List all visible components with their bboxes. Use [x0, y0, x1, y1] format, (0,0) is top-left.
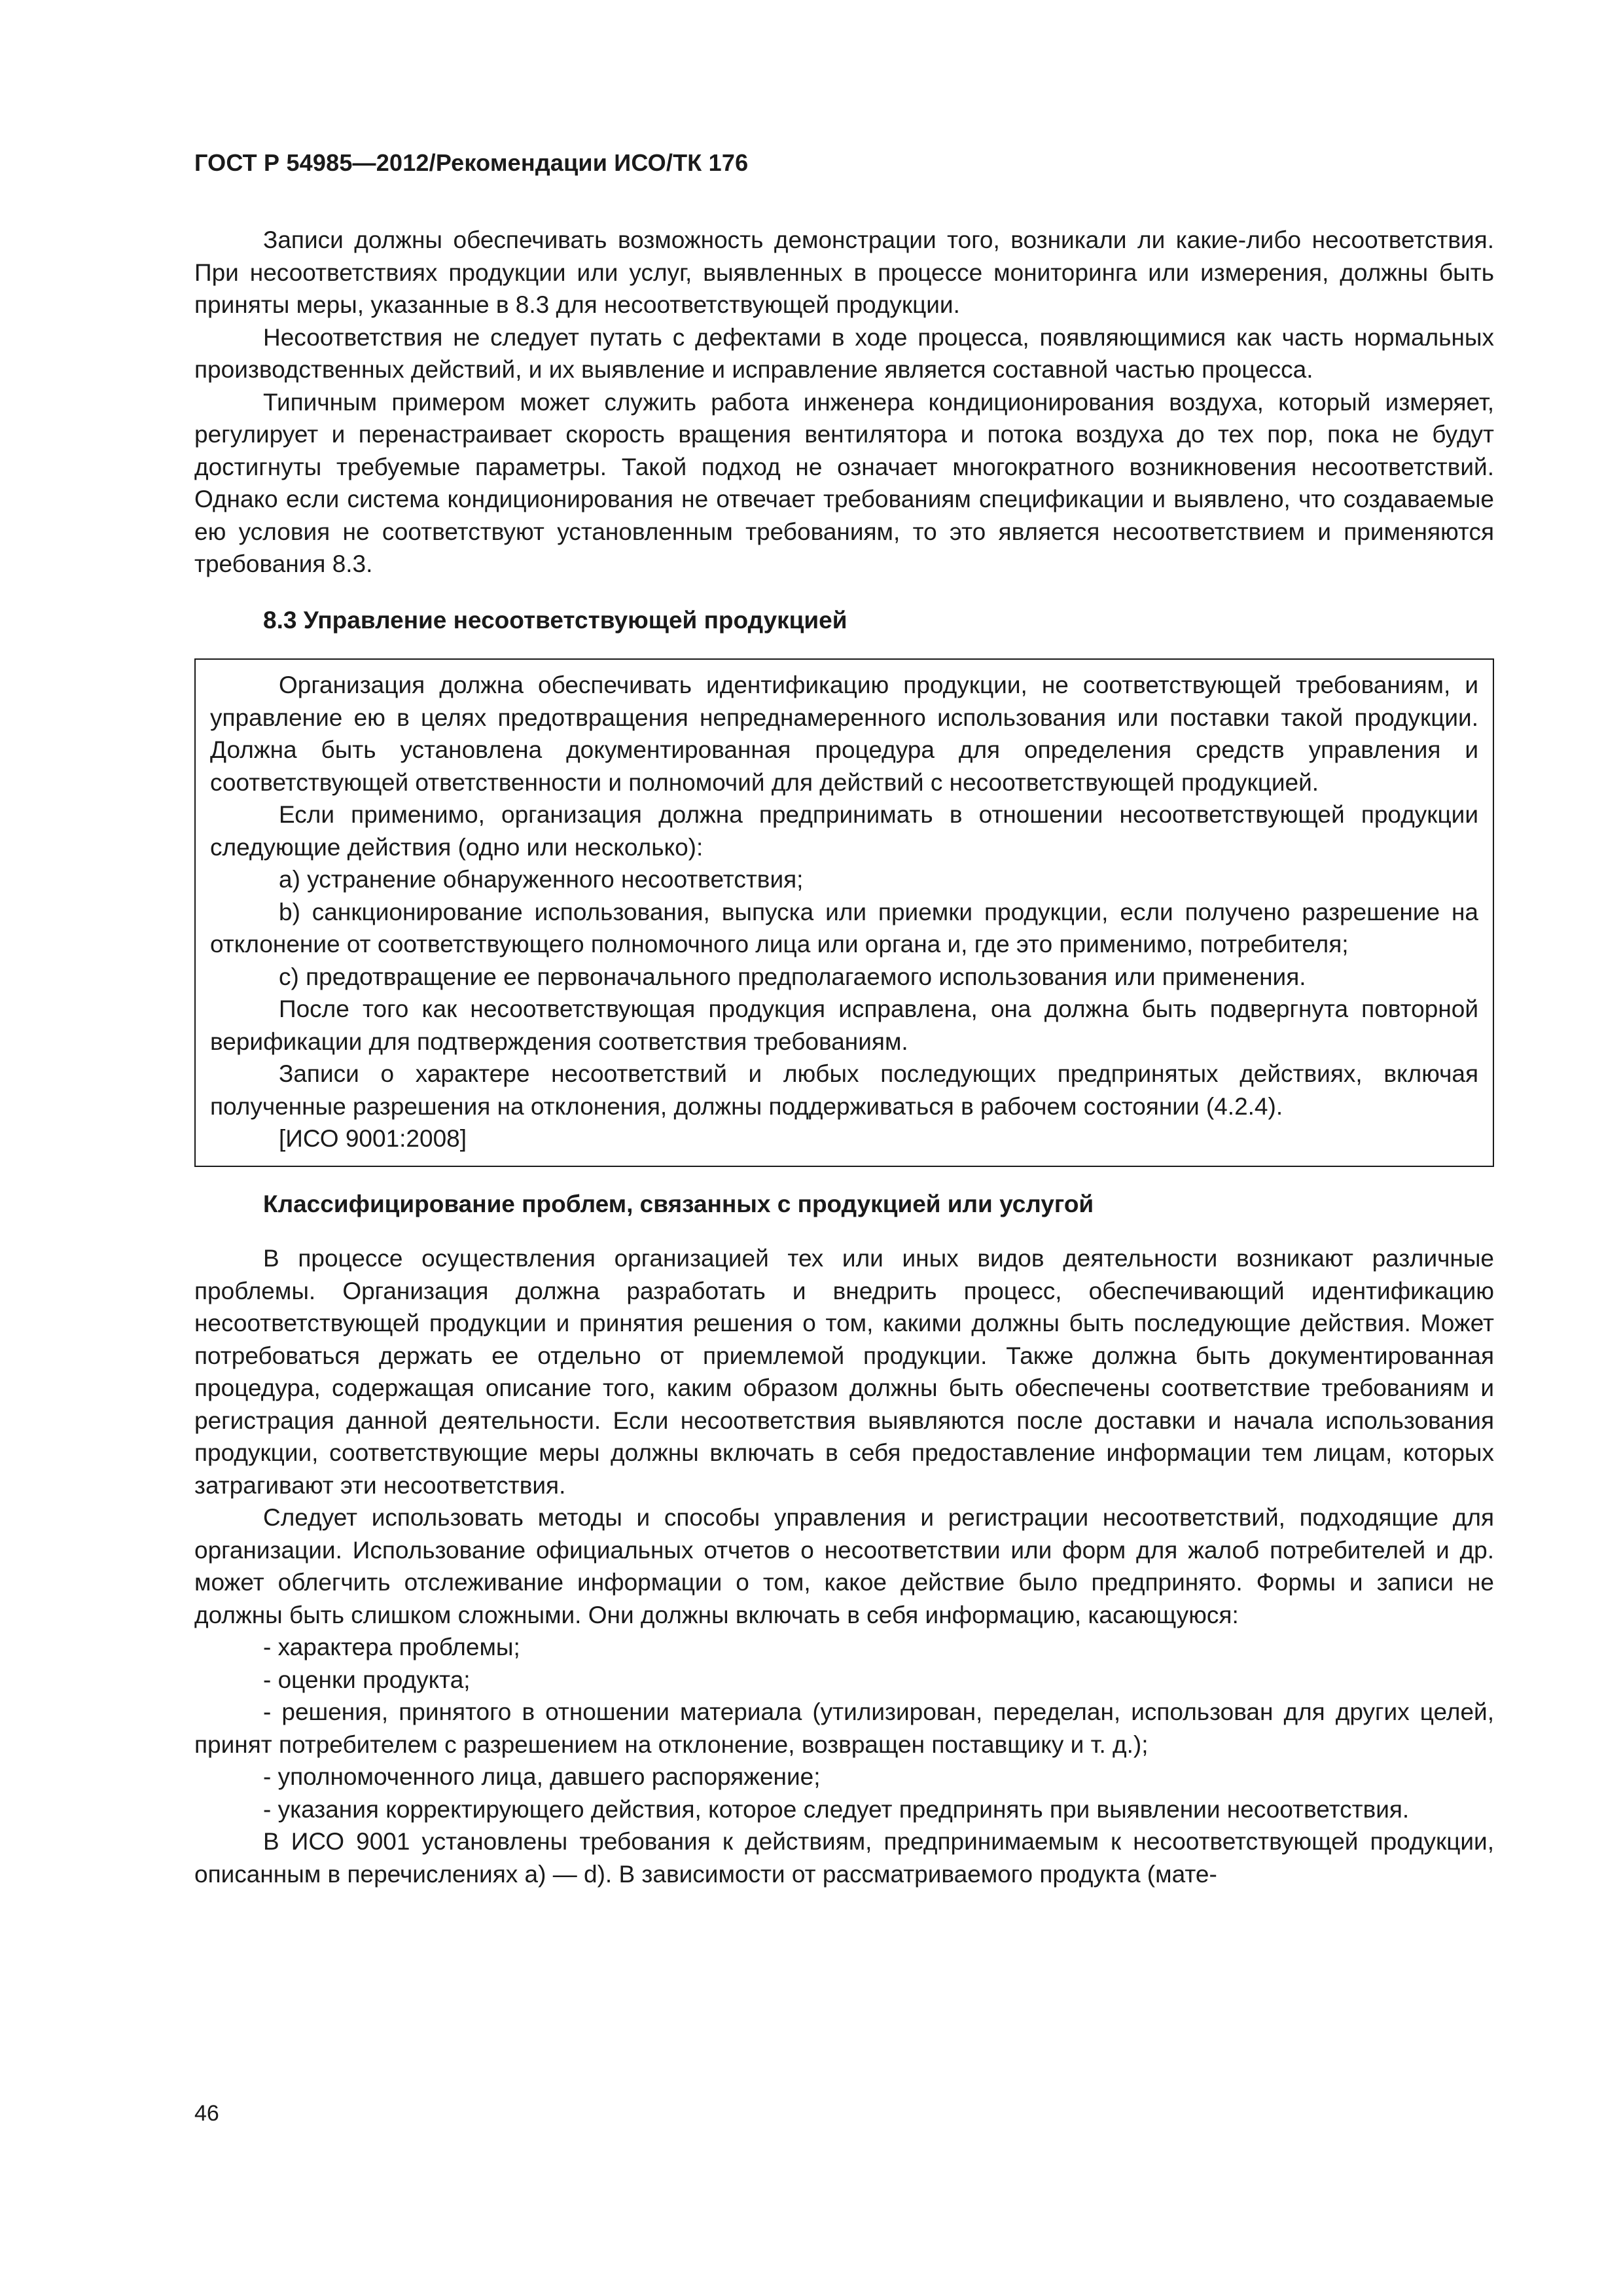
page-number: 46 — [194, 2101, 219, 2126]
quote-list-item-a: a) устранение обнаруженного несоответствия; — [279, 866, 804, 893]
quote-paragraph: Организация должна обеспечивать идентификацию продукции, не соответствующей требованиям, и управление ею в целях предотвращения непреднамеренного использования или поставки такой продукции. Должна быть установлена документированная процедура для определения средств управления и соответствующей ответственности и полномочий для действий с несоответствующей продукцией. — [210, 672, 1478, 796]
quote-paragraph: Записи о характере несоответствий и любых последующих предпринятых действиях, включая полученные разрешения на отклонения, должны поддерживаться в рабочем состоянии (4.2.4). — [210, 1060, 1478, 1120]
quote-list-item-b: b) санкционирование использования, выпуска или приемки продукции, если получено разрешение на отклонение от соответствующего полномочного лица или органа и, где это применимо, потребителя; — [210, 898, 1478, 958]
intro-paragraph-3: Типичным примером может служить работа инженера кондиционирования воздуха, который измеряет, регулирует и перенастраивает скорость вращения вентилятора и потока воздуха до тех пор, пока не будут достигнуты требуемые параметры. Такой подход не означает многократного возникновения несоответствий. Однако если система кондиционирования не отвечает требованиям спецификации и выявлено, что создаваемые ею условия не соответствуют установленным требованиям, то это является несоответствием и применяются требования 8.3. — [194, 388, 1494, 577]
boxed-standard-quote — [194, 658, 1494, 1167]
intro-paragraph-2: Несоответствия не следует путать с дефектами в ходе процесса, появляющимися как часть нормальных производственных действий, и их выявление и исправление является составной частью процесса. — [194, 323, 1494, 383]
quote-citation: [ИСО 9001:2008] — [279, 1125, 467, 1152]
subheading: Классифицирование проблем, связанных с продукцией или услугой — [263, 1190, 1094, 1217]
body-paragraph-2: Следует использовать методы и способы управления и регистрации несоответствий, подходящие для организации. Использование официальных отчетов о несоответствии или форм для жалоб потребителей и др. может облегчить отслеживание информации о том, какое действие было предпринято. Формы и записи не должны быть слишком сложными. Они должны включать в себя информацию, касающуюся: — [194, 1504, 1494, 1628]
intro-paragraph-1: Записи должны обеспечивать возможность демонстрации того, возникали ли какие-либо несоответствия. При несоответствиях продукции или услуг, выявленных в процессе мониторинга или измерения, должны быть приняты меры, указанные в 8.3 для несоответствующей продукции. — [194, 226, 1494, 318]
body-paragraph-1: В процессе осуществления организацией тех или иных видов деятельности возникают различные проблемы. Организация должна разработать и внедрить процесс, обеспечивающий идентификацию несоответствующей продукции и принятия решения о том, какими должны быть последующие действия. Может потребоваться держать ее отдельно от приемлемой продукции. Также должна быть документированная процедура, содержащая описание того, каким образом должны быть обеспечены соответствие требованиям и регистрация данной деятельности. Если несоответствия выявляются после доставки и начала использования продукции, соответствующие меры должны включать в себя предоставление информации тем лицам, которых затрагивают эти несоответствия. — [194, 1245, 1494, 1499]
document-header: ГОСТ Р 54985—2012/Рекомендации ИСО/ТК 176 — [194, 149, 749, 176]
quote-list-item-c: c) предотвращение ее первоначального предполагаемого использования или применения. — [279, 963, 1306, 990]
final-paragraph: В ИСО 9001 установлены требования к действиям, предпринимаемым к несоответствующей продукции, описанным в перечислениях а) — d). В зависимости от рассматриваемого продукта (мате- — [194, 1828, 1494, 1888]
list-item: - уполномоченного лица, давшего распоряжение; — [263, 1763, 821, 1790]
page-content — [194, 224, 1494, 1890]
list-item: - решения, принятого в отношении материала (утилизирован, переделан, использован для других целей, принят потребителем с разрешением на отклонение, возвращен поставщику и т. д.); — [194, 1698, 1494, 1758]
list-item: - оценки продукта; — [263, 1666, 471, 1693]
section-heading: 8.3 Управление несоответствующей продукцией — [263, 606, 847, 634]
list-item: - указания корректирующего действия, которое следует предпринять при выявлении несоответствия. — [263, 1795, 1410, 1823]
quote-paragraph: Если применимо, организация должна предпринимать в отношении несоответствующей продукции следующие действия (одно или несколько): — [210, 801, 1478, 861]
list-item: - характера проблемы; — [263, 1634, 520, 1660]
quote-paragraph: После того как несоответствующая продукция исправлена, она должна быть подвергнута повторной верификации для подтверждения соответствия требованиям. — [210, 996, 1478, 1055]
